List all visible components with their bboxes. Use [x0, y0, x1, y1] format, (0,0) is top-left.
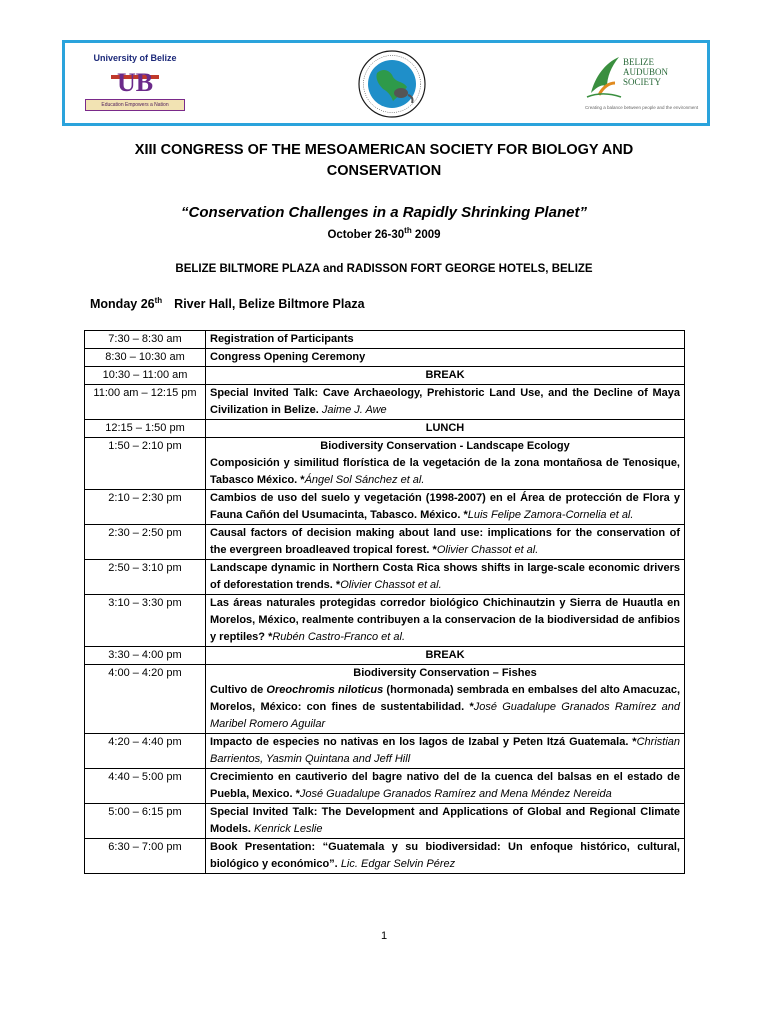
logo-banner: [62, 40, 710, 126]
dates-sup: th: [404, 226, 412, 235]
session-details: [206, 349, 685, 367]
session-title: Book Presentation: “Guatemala y su biodiversidad: Un enfoque histórico, cultural, biológico y económico”.: [210, 841, 680, 870]
session-title: Landscape dynamic in Northern Costa Rica shows shifts in large-scale economic drivers of deforestation trends. *: [210, 562, 680, 591]
session-time: 12:15 – 1:50 pm: [85, 420, 206, 438]
schedule-row: [85, 560, 685, 595]
session-title: Registration of Participants: [210, 333, 354, 345]
session-time: 10:30 – 11:00 am: [85, 367, 206, 385]
session-description: [210, 804, 680, 838]
university-of-belize-logo: [85, 53, 185, 117]
schedule-table: [84, 330, 685, 874]
schedule-row: [85, 525, 685, 560]
session-heading: BREAK: [425, 649, 465, 661]
session-time: 4:40 – 5:00 pm: [85, 769, 206, 804]
schedule-row: [85, 438, 685, 490]
session-details: [206, 438, 685, 490]
schedule-row: [85, 665, 685, 734]
session-description: [210, 682, 680, 733]
session-time: 7:30 – 8:30 am: [85, 331, 206, 349]
session-time: 11:00 am – 12:15 pm: [85, 385, 206, 420]
schedule-row: [85, 839, 685, 874]
uob-name: University of Belize: [93, 53, 177, 63]
day-heading: [90, 296, 365, 311]
session-author: Olivier Chassot et al.: [340, 579, 442, 591]
session-author: Olivier Chassot et al.: [436, 544, 539, 556]
session-title: Congress Opening Ceremony: [210, 351, 366, 363]
session-description: [210, 349, 680, 366]
session-description: [210, 525, 680, 559]
session-author: José Guadalupe Granados Ramírez and Maribel Romero Aguilar: [210, 701, 680, 730]
session-details: [206, 804, 685, 839]
session-description: [210, 331, 680, 348]
session-heading: BREAK: [425, 369, 465, 381]
session-title: Crecimiento en cautiverio del bagre nativo del de la cuenca del balsas en el estado de Puebla, Mexico. *: [210, 771, 680, 800]
session-details: [206, 331, 685, 349]
session-details: [206, 769, 685, 804]
session-title: Las áreas naturales protegidas corredor biológico Chichinautzin y Sierra de Huautla en Morelos, México, realmente contribuyen a la conservacion de la biodiversidad de anfibios y reptiles? *: [210, 597, 680, 643]
session-description: [210, 490, 680, 524]
schedule-row: [85, 385, 685, 420]
session-time: 5:00 – 6:15 pm: [85, 804, 206, 839]
session-title: Special Invited Talk: Cave Archaeology, Prehistoric Land Use, and the Decline of Maya Civilization in Belize.: [210, 387, 680, 416]
session-author: Christian Barrientos, Yasmin Quintana and Jeff Hill: [210, 736, 680, 765]
session-title: Cambios de uso del suelo y vegetación (1998-2007) en el Área de protección de Flora y Fauna Cañón del Usumacinta, Tabasco. México. *: [210, 492, 680, 521]
schedule-row: [85, 804, 685, 839]
session-title: Cultivo de: [210, 684, 267, 696]
schedule-row: [85, 349, 685, 367]
session-details: [206, 385, 685, 420]
session-title: Impacto de especies no nativas en los lagos de Izabal y Peten Itzá Guatemala. *: [210, 736, 637, 748]
congress-title: [0, 140, 768, 182]
session-time: 3:30 – 4:00 pm: [85, 647, 206, 665]
session-description: [210, 385, 680, 419]
session-author: Luis Felipe Zamora-Cornelia et al.: [467, 509, 634, 521]
audubon-tagline: Creating a balance between people and the environment: [585, 105, 699, 110]
schedule-row: [85, 490, 685, 525]
session-time: 2:30 – 2:50 pm: [85, 525, 206, 560]
session-details: [206, 665, 685, 734]
schedule-row: [85, 595, 685, 647]
day-label: Monday 26: [90, 297, 155, 312]
schedule-row: [85, 367, 685, 385]
mesoamerican-society-seal-icon: [357, 49, 427, 119]
congress-venue: BELIZE BILTMORE PLAZA and RADISSON FORT GEORGE HOTELS, BELIZE: [175, 263, 593, 275]
session-author: Kenrick Leslie: [254, 823, 323, 835]
schedule-row: [85, 734, 685, 769]
session-author: Jaime J. Awe: [321, 404, 387, 416]
session-heading: Biodiversity Conservation – Fishes: [353, 667, 537, 679]
audubon-wordmark: [623, 57, 683, 87]
session-title: Causal factors of decision making about land use: implications for the conservation of the evergreen broadleaved tropical forest. *: [210, 527, 680, 556]
uob-motto: Education Empowers a Nation: [85, 99, 185, 111]
session-title: (hormonada) sembrada en embalses del alto Amacuzac, Morelos, México: con fines de sustentabilidad. *: [210, 684, 680, 713]
bird-icon: [585, 53, 623, 99]
session-time: 6:30 – 7:00 pm: [85, 839, 206, 874]
congress-dates: [0, 226, 768, 241]
session-heading: Biodiversity Conservation - Landscape Ecology: [320, 440, 570, 452]
session-time: 8:30 – 10:30 am: [85, 349, 206, 367]
session-description: [210, 595, 680, 646]
session-title: Composición y similitud florística de la vegetación de la zona montañosa de Tenosique, Tabasco México. *: [210, 457, 680, 486]
session-details: [206, 595, 685, 647]
audubon-line2: AUDUBON: [623, 67, 668, 77]
congress-title-line1: XIII CONGRESS OF THE MESOAMERICAN SOCIETY FOR BIOLOGY AND: [134, 142, 634, 158]
session-description: [210, 560, 680, 594]
session-description: [210, 455, 680, 489]
session-author: Rubén Castro-Franco et al.: [272, 631, 406, 643]
uob-monogram: UB: [116, 68, 154, 95]
schedule-row: [85, 647, 685, 665]
session-description: [210, 839, 680, 873]
session-details: [206, 734, 685, 769]
session-author: Lic. Edgar Selvin Pérez: [340, 858, 456, 870]
session-time: 4:00 – 4:20 pm: [85, 665, 206, 734]
session-time: 3:10 – 3:30 pm: [85, 595, 206, 647]
belize-audubon-society-logo: [585, 51, 707, 121]
session-details: [206, 560, 685, 595]
dates-prefix: October 26-30: [327, 228, 405, 241]
page-number: 1: [380, 930, 388, 942]
audubon-line3: SOCIETY: [623, 77, 661, 87]
dates-suffix: 2009: [411, 228, 441, 241]
audubon-line1: BELIZE: [623, 57, 654, 67]
schedule-row: [85, 420, 685, 438]
uob-monogram-icon: [107, 65, 163, 95]
day-sup: th: [154, 296, 163, 305]
congress-theme: “Conservation Challenges in a Rapidly Shrinking Planet”: [181, 204, 587, 221]
session-species: Oreochromis niloticus: [266, 684, 384, 696]
session-heading: LUNCH: [425, 422, 465, 434]
session-time: 2:10 – 2:30 pm: [85, 490, 206, 525]
day-location: River Hall, Belize Biltmore Plaza: [174, 297, 365, 312]
session-author: José Guadalupe Granados Ramírez and Mena Méndez Nereida: [299, 788, 612, 800]
session-details: [206, 647, 685, 665]
session-author: Ángel Sol Sánchez et al.: [304, 474, 425, 486]
session-title: Special Invited Talk: The Development and Applications of Global and Regional Climate Models.: [210, 806, 680, 835]
session-details: [206, 525, 685, 560]
session-time: 1:50 – 2:10 pm: [85, 438, 206, 490]
session-description: [210, 734, 680, 768]
session-details: [206, 839, 685, 874]
schedule-row: [85, 769, 685, 804]
session-details: [206, 490, 685, 525]
session-details: [206, 367, 685, 385]
session-time: 2:50 – 3:10 pm: [85, 560, 206, 595]
congress-title-line2: CONSERVATION: [326, 163, 442, 179]
session-time: 4:20 – 4:40 pm: [85, 734, 206, 769]
schedule-row: [85, 331, 685, 349]
session-description: [210, 769, 680, 803]
session-details: [206, 420, 685, 438]
